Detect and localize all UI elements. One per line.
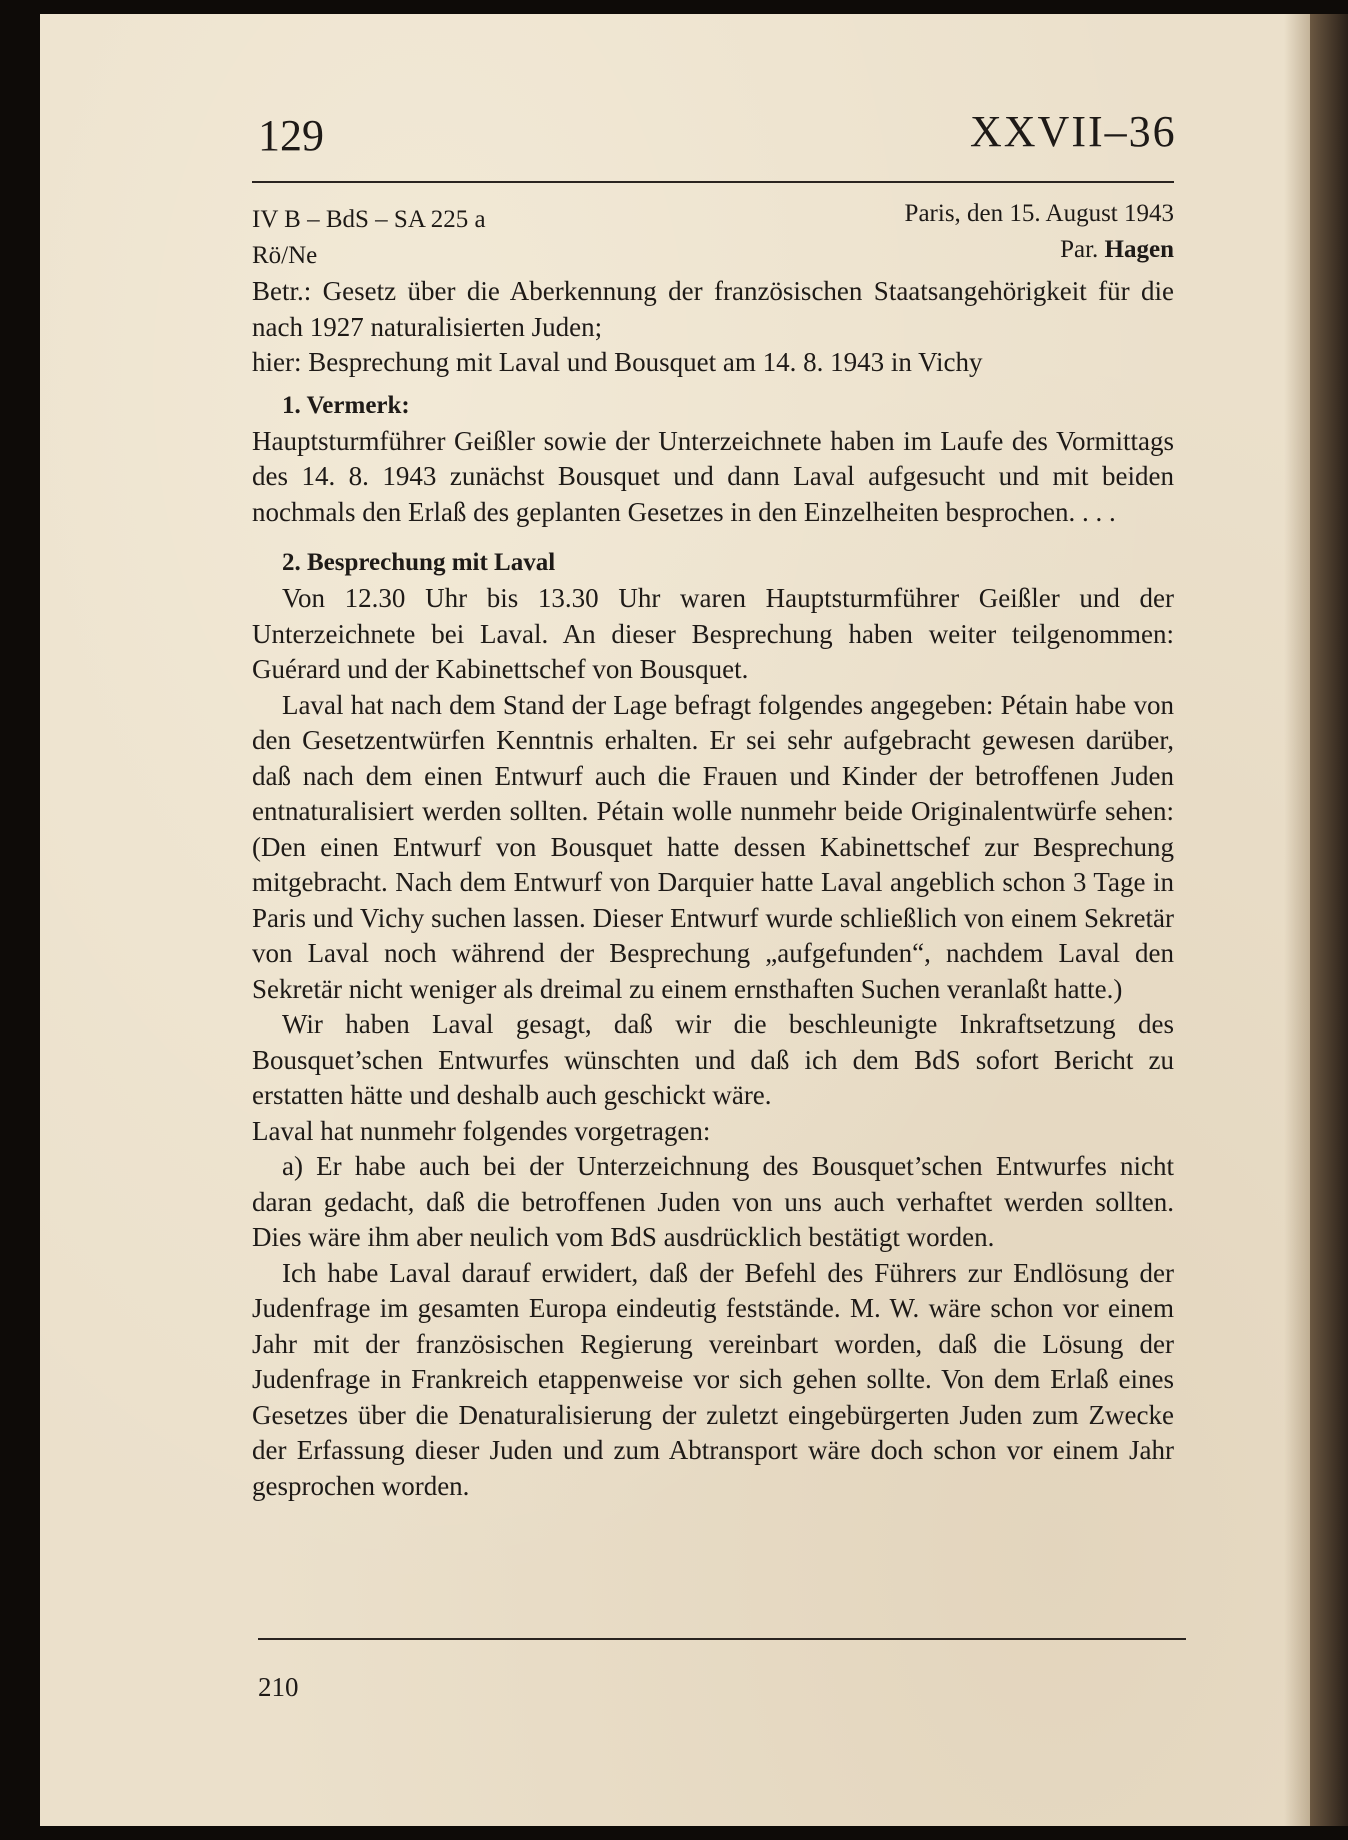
header-document-code: XXVII–36	[970, 107, 1177, 156]
author-line	[1060, 234, 1174, 266]
header-page-number: 129	[258, 111, 324, 160]
initials: Rö/Ne	[252, 242, 318, 269]
page-shadow	[1284, 14, 1310, 1826]
paragraph: Von 12.30 Uhr bis 13.30 Uhr waren Hauptsturmführer Geißler und der Unterzeichnete bei Laval. An dieser Besprechung haben weiter teilgenommen: Guérard und der Kabinettschef von Bousquet.	[252, 583, 1174, 684]
next-page-edge	[1310, 14, 1348, 1826]
list-item-a: a) Er habe auch bei der Unterzeichnung des Bousquet’schen Entwurfes nicht daran gedacht, daß die betroffenen Juden von uns auch verhaftet werden sollten. Dies wäre ihm aber neulich vom BdS ausdrücklich bestätigt worden.	[252, 1151, 1174, 1252]
paragraph: Hauptsturmführer Geißler sowie der Unterzeichnete haben im Laufe des Vormittags des 14. 8. 1943 zunächst Bousquet und dann Laval aufgesucht und mit beiden nochmals den Erlaß des geplanten Gesetzes in den Einzelheiten besprochen. . . .	[252, 425, 1174, 527]
reference-number: IV B – BdS – SA 225 a	[252, 206, 486, 233]
paragraph: Wir haben Laval gesagt, daß wir die beschleunigte Inkraftsetzung des Bousquet’schen Entwurfes wünschten und daß ich dem BdS sofort Bericht zu erstatten hätte und deshalb auch geschickt wäre.	[252, 1009, 1174, 1110]
spacer	[252, 530, 1174, 538]
section-heading-vermerk: 1. Vermerk:	[282, 391, 410, 419]
subject-line: Betr.: Gesetz über die Aberkennung der französischen Staatsangehörigkeit für die nach 1927 naturalisierten Juden;	[252, 276, 1174, 342]
section-heading-besprechung: 2. Besprechung mit Laval	[282, 549, 556, 576]
paragraph: Laval hat nach dem Stand der Lage befragt folgendes angegeben: Pétain habe von den Gesetzentwürfen Kenntnis erhalten. Er sei sehr aufgebracht gewesen darüber, daß nach dem einen Entwurf auch die Frauen und Kinder der betroffenen Juden entnaturalisiert werden sollten. Pétain wolle nunmehr beide Originalentwürfe sehen: (Den einen Entwurf von Bousquet hatte dessen Kabinettschef zur Besprechung mitgebracht. Nach dem Entwurf von Darquier hatte Laval angeblich schon 3 Tage in Paris und Vichy suchen lassen. Dieser Entwurf wurde schließlich von einem Sekretär von Laval noch während der Besprechung „aufgefunden“, nachdem Laval den Sekretär nicht weniger als dreimal zu einem ernsthaften Suchen veranlaßt hatte.)	[252, 689, 1174, 1004]
subject-detail: hier: Besprechung mit Laval und Bousquet am 14. 8. 1943 in Vichy	[252, 347, 983, 377]
author-prefix: Par.	[1060, 236, 1099, 263]
paragraph: Laval hat nunmehr folgendes vorgetragen:	[252, 1115, 711, 1146]
author-name: Hagen	[1104, 236, 1174, 263]
footer-rule	[258, 1638, 1186, 1640]
header-rule	[252, 181, 1174, 183]
paragraph: Ich habe Laval darauf erwidert, daß der Befehl des Führers zur Endlösung der Judenfrage im gesamten Europa eindeutig feststände. M. W. wäre schon vor einem Jahr mit der französischen Regierung vereinbart worden, daß die Lösung der Judenfrage in Frankreich etappenweise vor sich gehen sollte. Von dem Erlaß eines Gesetzes über die Denaturalisierung der zuletzt eingebürgerten Juden zum Zwecke der Erfassung dieser Juden und zum Abtransport wäre doch schon vor einem Jahr gesprochen worden.	[252, 1257, 1174, 1501]
footer-page-number: 210	[258, 1672, 299, 1702]
place-date: Paris, den 15. August 1943	[904, 200, 1174, 227]
document-body	[252, 274, 1174, 1504]
